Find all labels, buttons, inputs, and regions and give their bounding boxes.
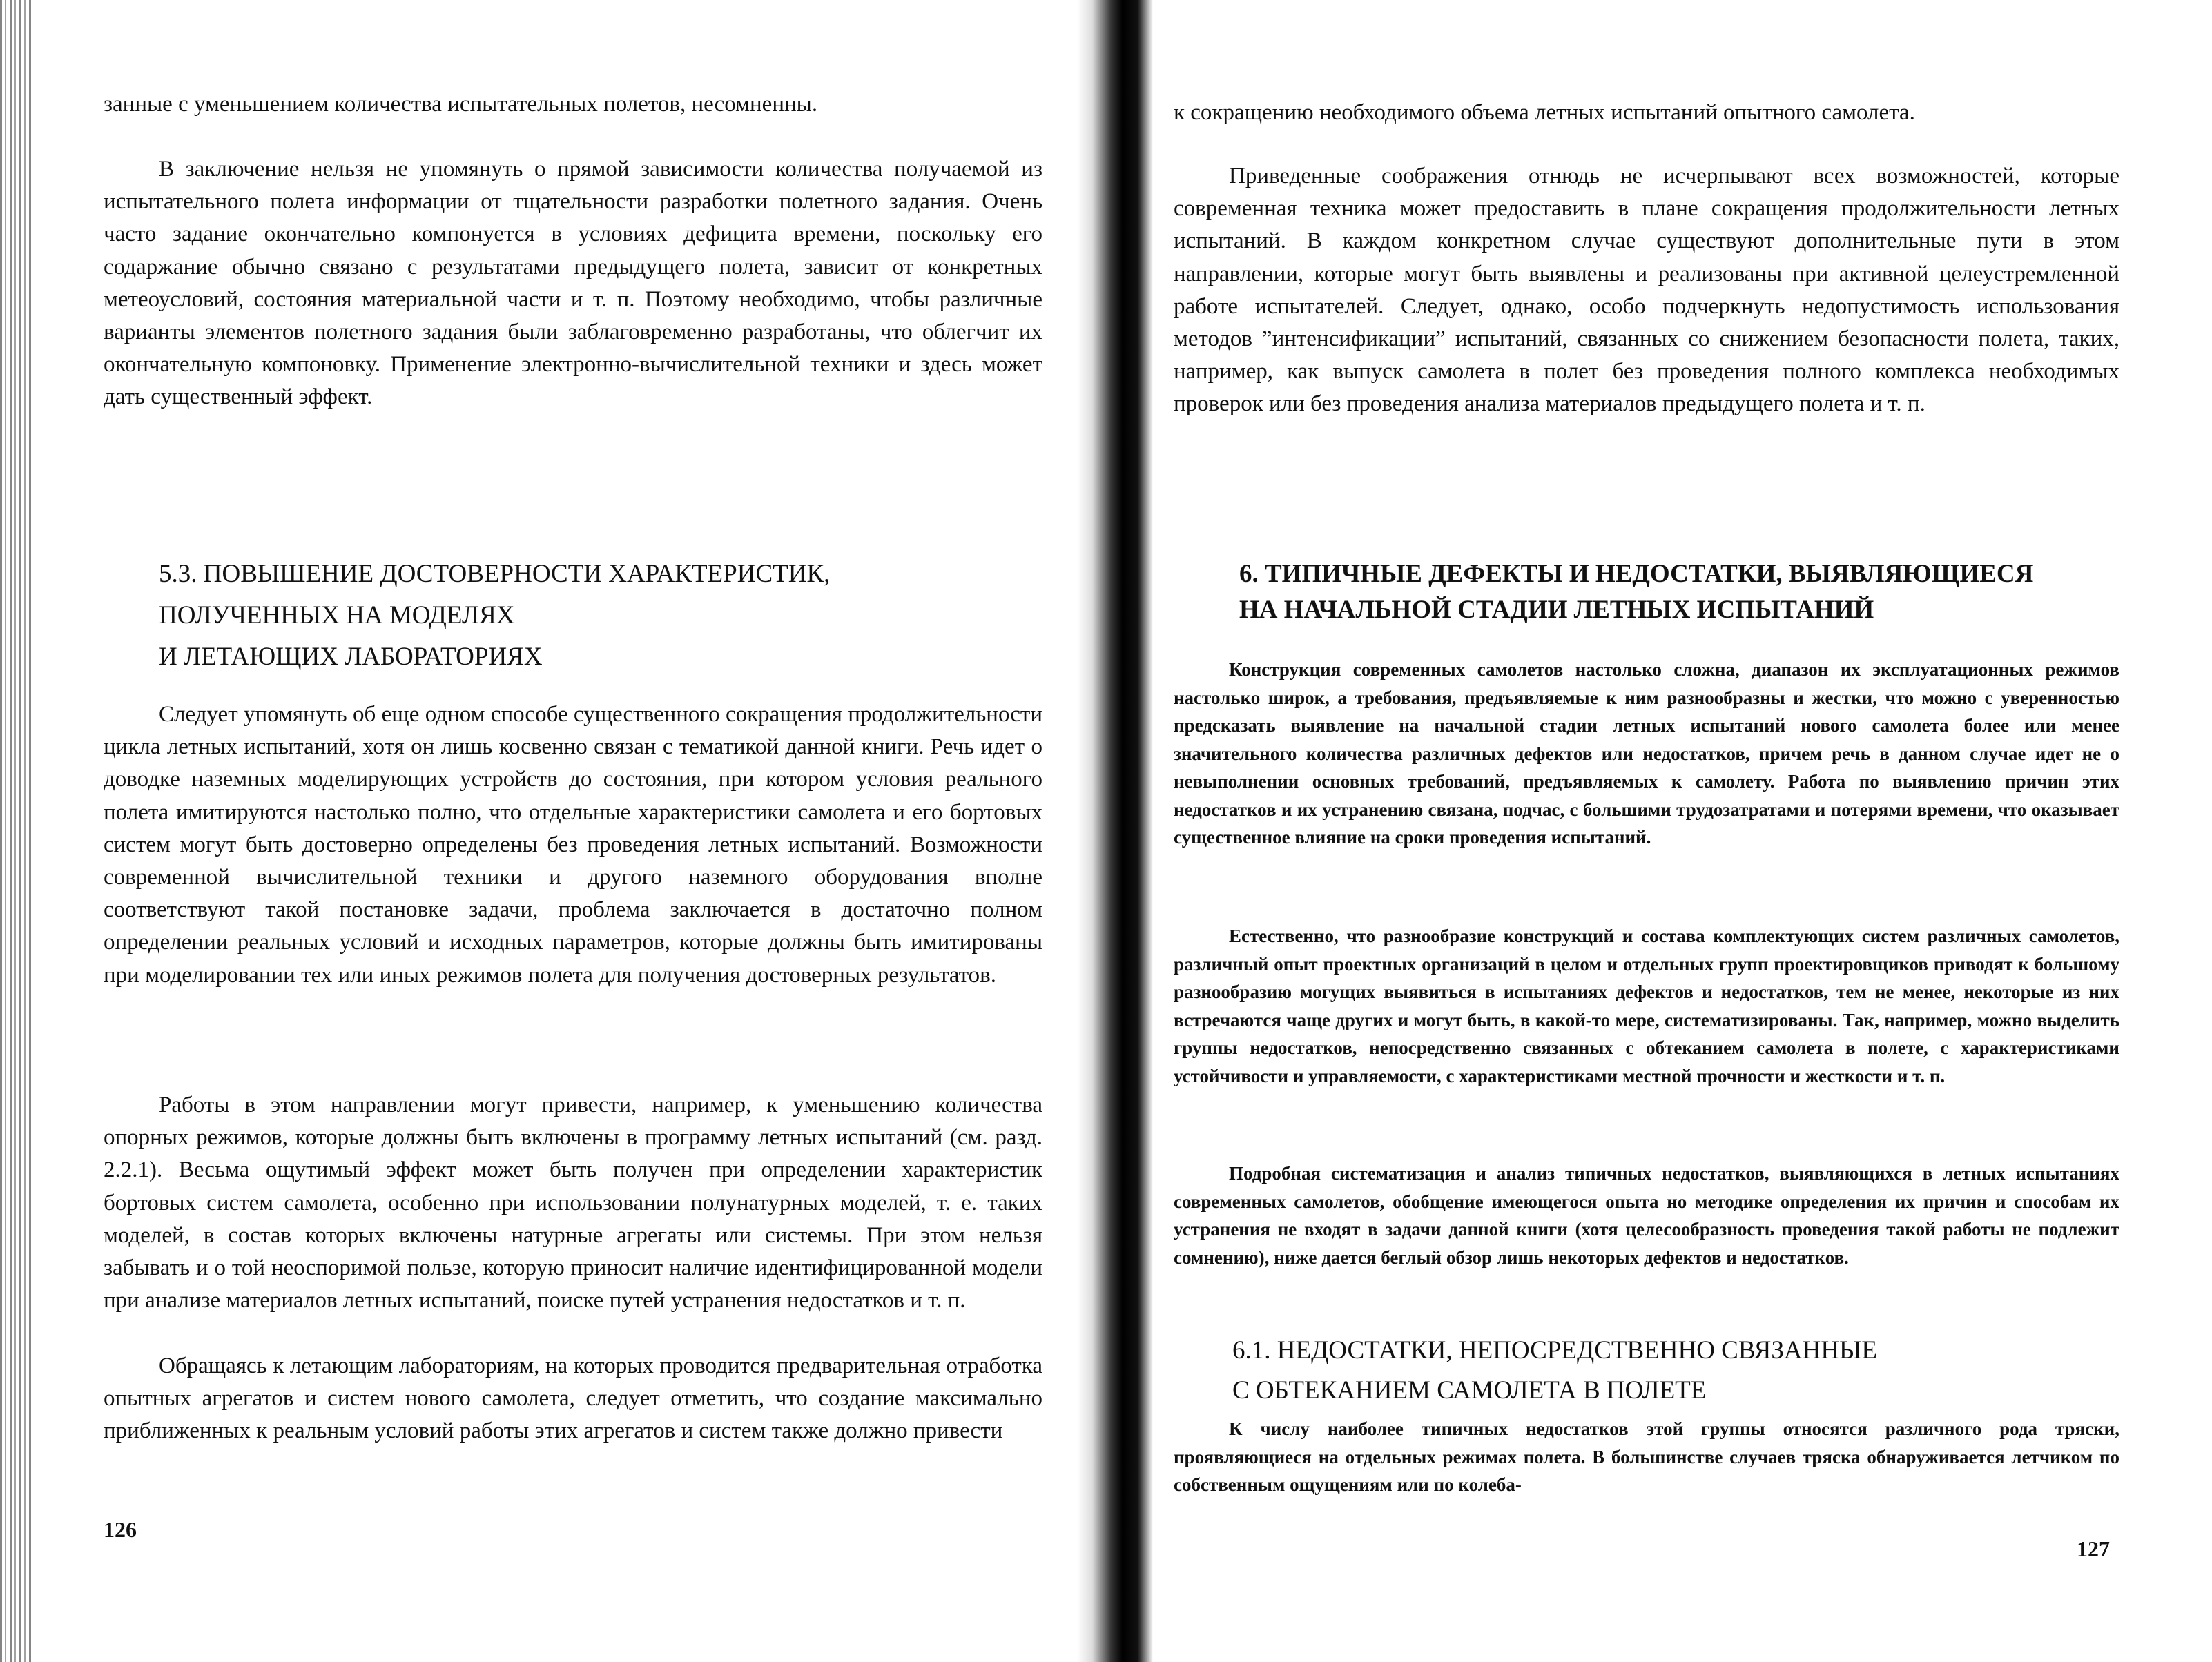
- heading-line-1: 6. ТИПИЧНЫЕ ДЕФЕКТЫ И НЕДОСТАТКИ, ВЫЯВЛЯЮЩИЕСЯ: [1239, 560, 2034, 588]
- paragraph-systematization: Подробная систематизация и анализ типичных недостатков, выявляющихся в летных испытаниях современных самолетов, обобщение имеющегося опыта но методике определения их причин и способам их устранения не входят в задачи данной книги (хотя целесообразность проведения такой работы не подлежит сомнению), ниже дается беглый обзор лишь некоторых дефектов и недостатков.: [1174, 1163, 2119, 1268]
- book-gutter: [1077, 0, 1153, 1662]
- section-heading-5-3: [159, 554, 830, 678]
- page-number-left: 126: [104, 1517, 137, 1542]
- paragraph-considerations: Приведенные соображения отнюдь не исчерпывают всех возможностей, которые современная техника может предоставить в плане сокращения продолжительности летных испытаний. В каждом конкретном случае существуют дополнительные пути в этом направлении, которые могут быть выявлены и реализованы при активной целеустремленной работе испытателей. Следует, однако, особо подчеркнуть недопустимость использования методов ”интенсификации” испытаний, связанных со снижением безопасности полета, таких, например, как выпуск самолета в полет без проведения полного комплекса необходимых проверок или без проведения анализа материалов предыдущего полета и т. п.: [1174, 164, 2119, 417]
- paragraph-flying-labs: Обращаясь к летающим лабораториям, на которых проводится предварительная отработка опытных агрегатов и систем нового самолета, следует отметить, что создание максимально приближенных к реальным условий работы этих агрегатов и систем также должно привести: [104, 1353, 1042, 1444]
- heading-line-2: НА НАЧАЛЬНОЙ СТАДИИ ЛЕТНЫХ ИСПЫТАНИЙ: [1239, 596, 1874, 624]
- paragraph-construction: Конструкция современных самолетов настолько сложна, диапазон их эксплуатационных режимов настолько широк, а требования, предъявляемые к ним разнообразны и жестки, что можно с уверенностью предсказать выявление на начальной стадии летных испытаний нового самолета более или менее значительного количества различных дефектов или недостатков, причем речь в данном случае идет не о невыполнении основных требований, предъявляемых к самолету. Работа по выявлению причин этих недостатков и их устранению связана, подчас, с большими трудозатратами и потерями времени, что оказывает существенное влияние на сроки проведения испытаний.: [1174, 659, 2119, 848]
- scan-edge-left: [0, 0, 33, 1662]
- paragraph-continuation: занные с уменьшением количества испытательных полетов, несомненны.: [104, 92, 818, 117]
- page-right: [1174, 0, 2140, 1662]
- paragraph-models: Следует упомянуть об еще одном способе существенного сокращения продолжительности цикла летных испытаний, хотя он лишь косвенно связан с тематикой данной книги. Речь идет о доводке наземных моделирующих устройств до состояния, при котором условия реального полета имитируются настолько полно, что отдельные характеристики самолета и его бортовых систем могут быть достоверно определены без проведения летных испытаний. Возможности современной вычислительной техники и другого наземного оборудования вполне соответствуют такой постановке задачи, проблема заключается в достаточно полном определении реальных условий и исходных параметров, которые должны быть имитированы при моделировании тех или иных режимов полета для получения достоверных результатов.: [104, 702, 1042, 988]
- paragraph-continuation-right: к сокращению необходимого объема летных испытаний опытного самолета.: [1174, 100, 1915, 125]
- page-left: [104, 0, 1056, 1662]
- section-heading-6-1: [1232, 1331, 1877, 1411]
- paragraph-work-direction: Работы в этом направлении могут привести, например, к уменьшению количества опорных режимов, которые должны быть включены в программу летных испытаний (см. разд. 2.2.1). Весьма ощутимый эффект может быть получен при определении характеристик бортовых систем самолета, особенно при использовании полунатурных моделей, т. е. таких моделей, в состав которых включены натурные агрегаты или системы. При этом нельзя забывать и о той неоспоримой пользе, которую приносит наличие идентифицированной модели при анализе материалов летных испытаний, поиске путей устранения недостатков и т. п.: [104, 1093, 1042, 1313]
- heading-line-1: 6.1. НЕДОСТАТКИ, НЕПОСРЕДСТВЕННО СВЯЗАННЫЕ: [1232, 1336, 1877, 1365]
- heading-line-2: С ОБТЕКАНИЕМ САМОЛЕТА В ПОЛЕТЕ: [1232, 1376, 1707, 1405]
- paragraph-conclusion: В заключение нельзя не упомянуть о прямой зависимости количества получаемой из испытательного полета информации от тщательности разработки полетного задания. Очень часто задание окончательно компонуется в условиях дефицита времени, поскольку его содаржание обычно связано с результатами предыдущего полета, зависит от конкретных метеоусловий, состояния материальной части и т. п. Поэтому необходимо, чтобы различные варианты элементов полетного задания были заблаговременно разработаны, что облегчит их окончательную компоновку. Применение электронно-вычислительной техники и здесь может дать существенный эффект.: [104, 157, 1042, 410]
- heading-line-2: ПОЛУЧЕННЫХ НА МОДЕЛЯХ: [159, 601, 515, 629]
- paragraph-diversity: Естественно, что разнообразие конструкций и состава комплектующих систем различных самолетов, различный опыт проектных организаций в целом и отдельных групп проектировщиков приводят к большому разнообразию могущих выявиться в испытаниях дефектов и недостатков, тем не менее, некоторые из них встречаются чаще других и могут быть, в какой-то мере, систематизированы. Так, например, можно выделить группы недостатков, непосредственно связанных с обтеканием самолета в полете, с характеристиками устойчивости и управляемости, с характеристиками местной прочности и жесткости и т. п.: [1174, 926, 2119, 1086]
- heading-line-1: 5.3. ПОВЫШЕНИЕ ДОСТОВЕРНОСТИ ХАРАКТЕРИСТИК,: [159, 560, 831, 588]
- paragraph-vibration: К числу наиболее типичных недостатков этой группы относятся различного рода тряски, проявляющиеся на отдельных режимах полета. В большинстве случаев тряска обнаруживается летчиком по собственным ощущениям или по колеба-: [1174, 1418, 2119, 1495]
- page-number-right: 127: [2077, 1536, 2110, 1561]
- heading-line-3: И ЛЕТАЮЩИХ ЛАБОРАТОРИЯХ: [159, 643, 543, 671]
- section-heading-6: [1239, 556, 2033, 628]
